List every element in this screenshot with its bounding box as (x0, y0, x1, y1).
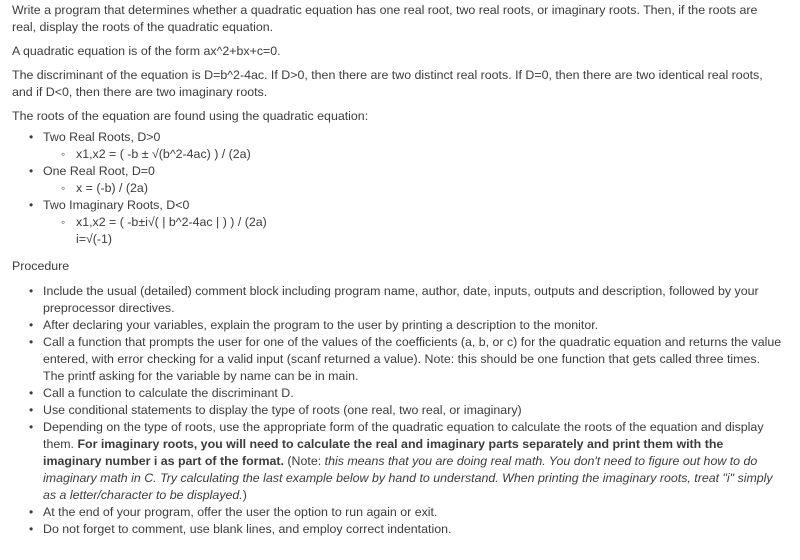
list-item (12, 419, 782, 504)
intro-paragraph: Write a program that determines whether a quadratic equation has one real root, two real roots, or imaginary roots. Then, if the roots are real, display the roots of the quadratic equation. (12, 3, 758, 34)
procedure-bold-text: For imaginary roots, you will need to calculate the real and imaginary parts separately and print them with the imaginary number i as part of the format. (43, 437, 724, 468)
formula-item (43, 146, 782, 163)
list-item (12, 402, 782, 419)
list-item (12, 521, 782, 538)
formula-list (43, 146, 782, 163)
roots-list (12, 129, 782, 248)
formula-item (43, 214, 782, 248)
procedure-text: Depending on the type of roots, use the appropriate form of the quadratic equation to calculate the roots of the equation and display them. (43, 420, 764, 451)
formula-item (43, 180, 782, 197)
formula-text: i=√(-1) (76, 232, 113, 246)
procedure-text: Include the usual (detailed) comment block including program name, author, date, inputs, outputs and description, followed by your preprocessor directives. (43, 284, 759, 315)
root-case-label: One Real Root, D=0 (43, 164, 155, 178)
root-case-label: Two Real Roots, D>0 (43, 130, 161, 144)
list-item (12, 129, 782, 163)
discriminant-paragraph: The discriminant of the equation is D=b^2-4ac. If D>0, then there are two distinct real roots. If D=0, then there are two identical real roots, and if D<0, then there are two imaginary roots. (12, 68, 763, 99)
procedure-list (12, 283, 782, 538)
procedure-text: After declaring your variables, explain the program to the user by printing a description to the monitor. (43, 318, 599, 332)
procedure-text: At the end of your program, offer the user the option to run again or exit. (43, 505, 438, 519)
procedure-text: Do not forget to comment, use blank lines, and employ correct indentation. (43, 522, 452, 536)
procedure-text: Call a function that prompts the user for one of the values of the coefficients (a, b, or c) for the quadratic equation and returns the value entered, with error checking for a valid input (scanf returned a value). Note: this should be one function that gets called three times. The printf asking for the variable by name can be in main. (43, 335, 782, 383)
roots-intro: The roots of the equation are found using the quadratic equation: (12, 109, 369, 123)
root-case-label: Two Imaginary Roots, D<0 (43, 198, 190, 212)
procedure-note-text: (Note: (283, 454, 325, 468)
procedure-text: Call a function to calculate the discriminant D. (43, 386, 294, 400)
list-item (12, 385, 782, 402)
list-item (12, 334, 782, 385)
procedure-heading: Procedure (12, 259, 70, 273)
list-item (12, 197, 782, 248)
formula-text: ◦ x1,x2 = ( -b±i√( | b^2-4ac | ) ) / (2a) (76, 215, 267, 229)
procedure-note-close: ) (242, 488, 247, 502)
list-item (12, 283, 782, 317)
list-item (12, 504, 782, 521)
list-item (12, 163, 782, 197)
equation-form: A quadratic equation is of the form ax^2+bx+c=0. (12, 44, 281, 58)
formula-list (43, 214, 782, 248)
formula-text: x = (-b) / (2a) (76, 181, 148, 195)
formula-list (43, 180, 782, 197)
procedure-text: Use conditional statements to display the type of roots (one real, two real, or imaginary) (43, 403, 522, 417)
procedure-italic-text: this means that you are doing real math. You don't need to figure out how to do imaginary math in C. Try calculating the last example below by hand to understand. When printing the imaginary roots, treat "i" simply as a letter/character to be displayed. (43, 454, 773, 502)
list-item (12, 317, 782, 334)
formula-text: x1,x2 = ( -b ± √(b^2-4ac) ) / (2a) (76, 147, 251, 161)
